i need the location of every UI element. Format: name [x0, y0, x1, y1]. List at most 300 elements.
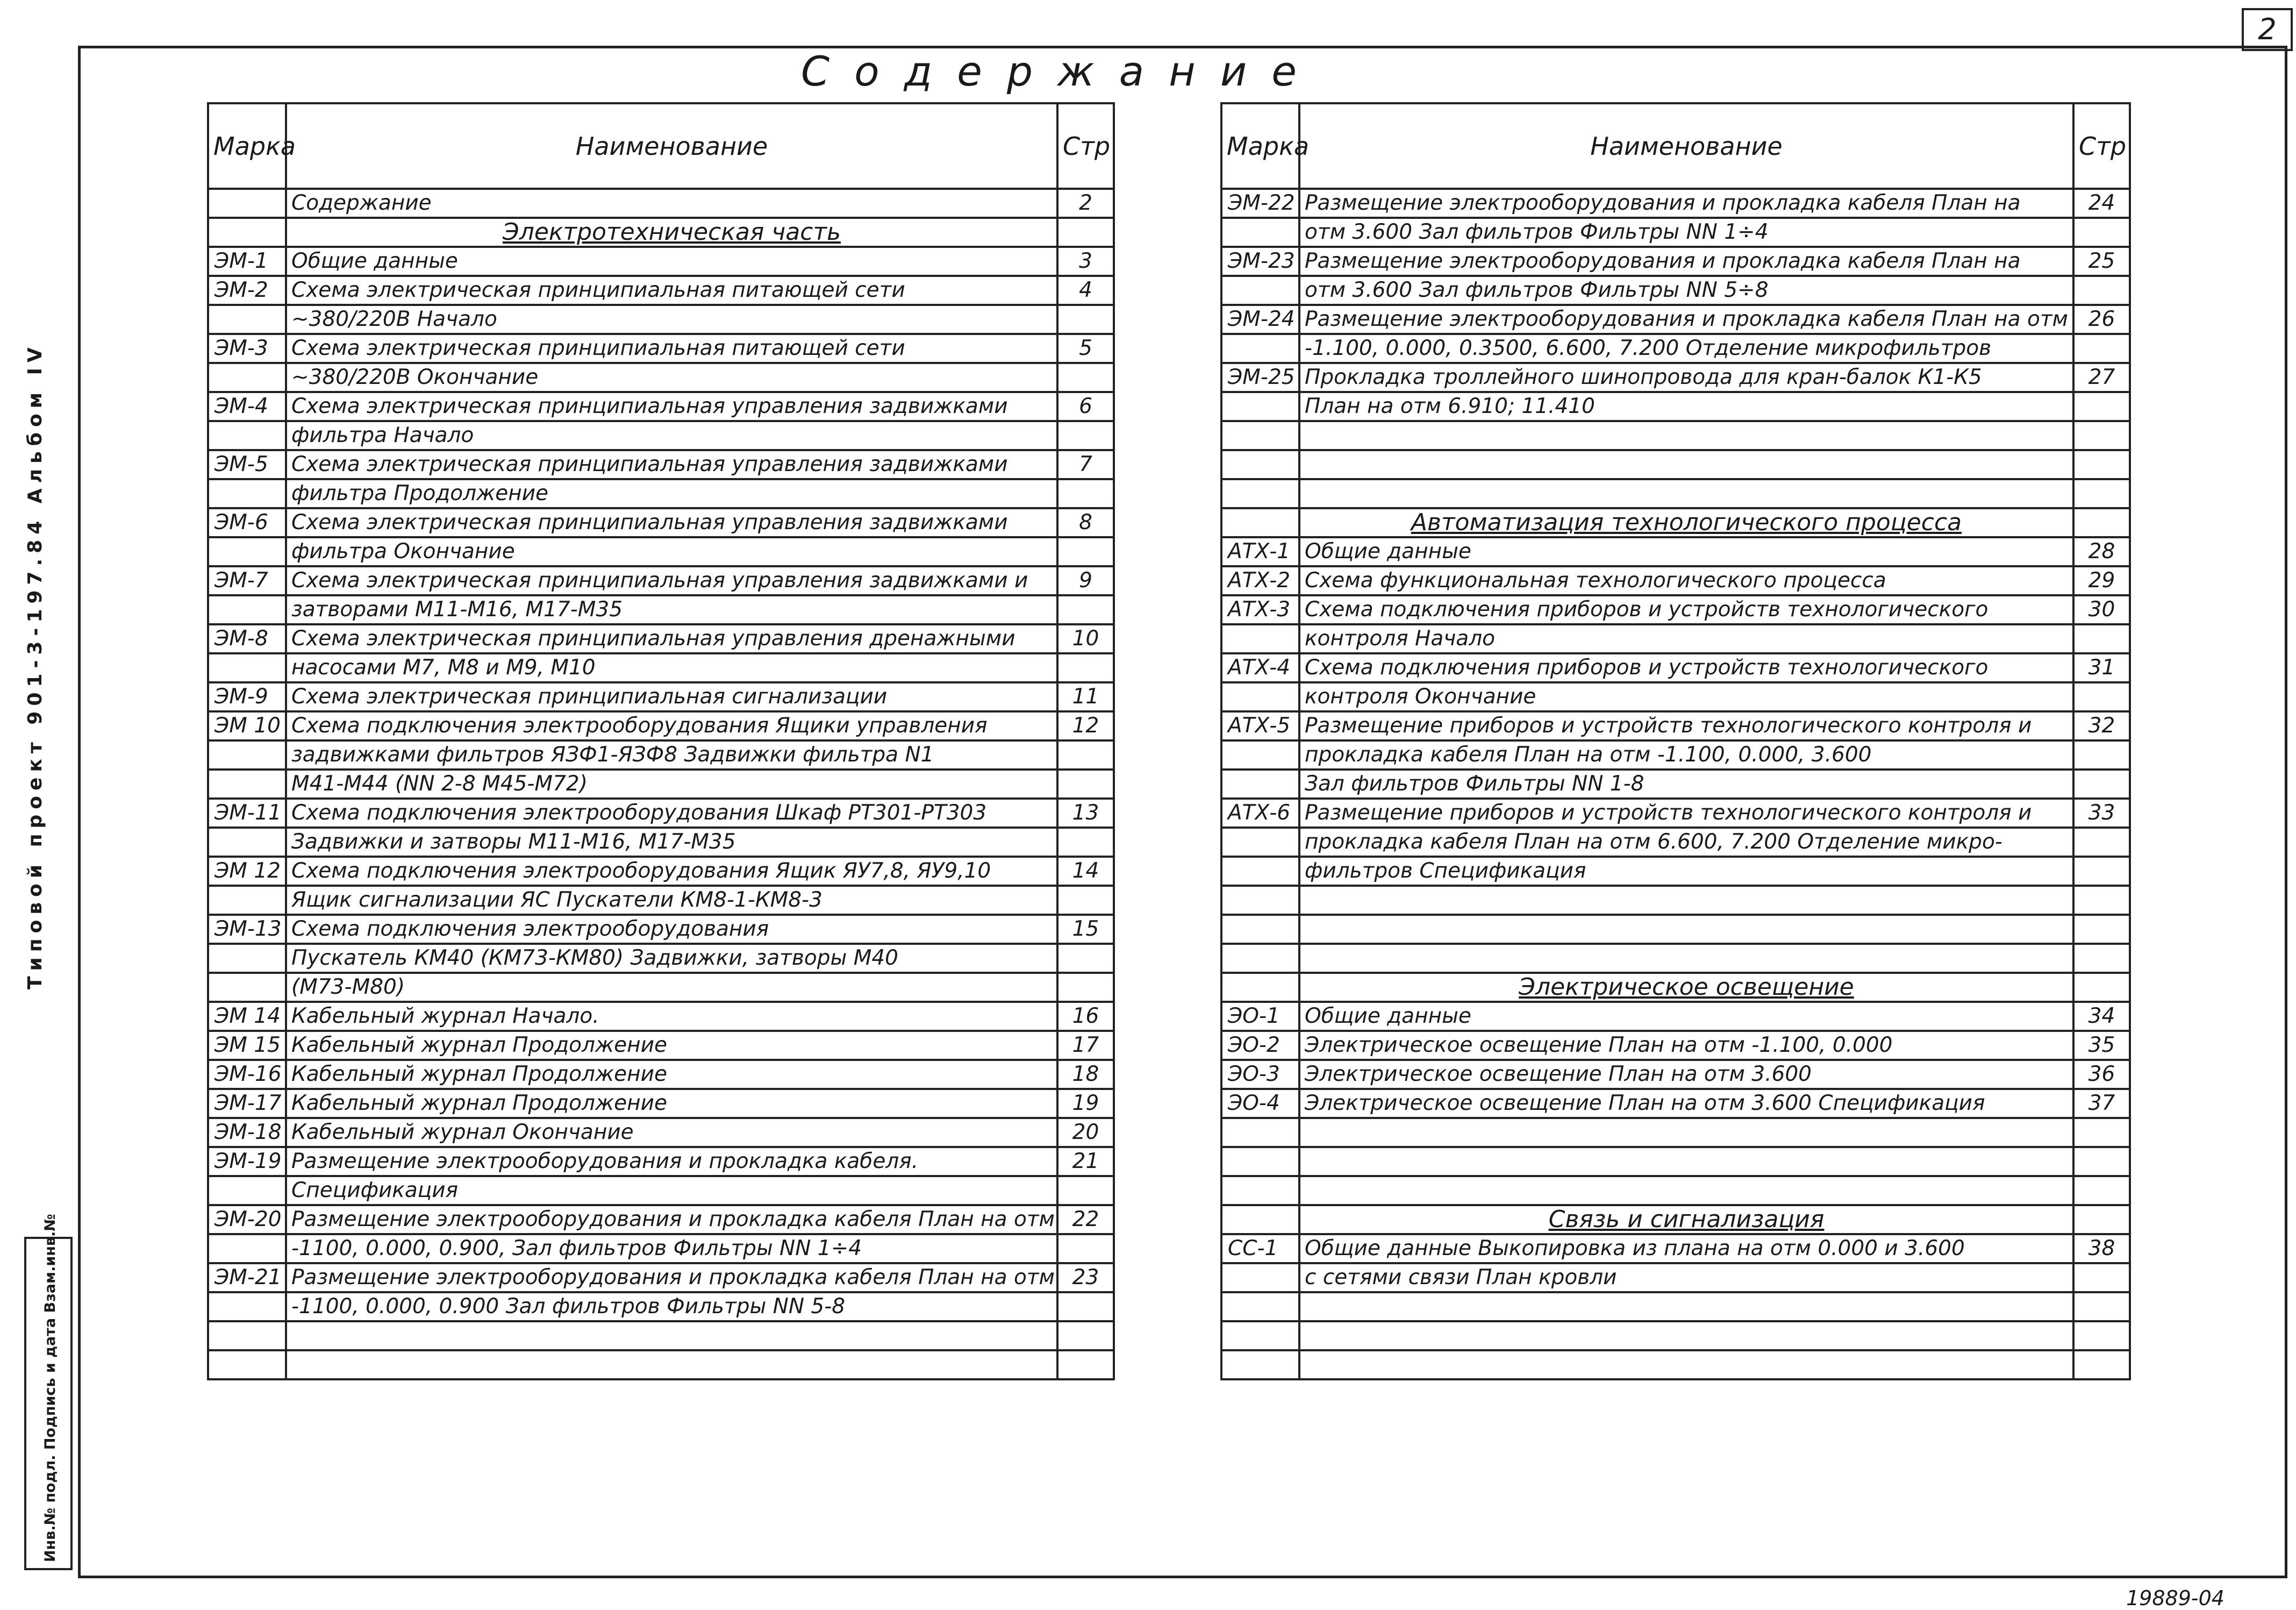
row-name	[1299, 450, 2073, 479]
row-name	[1299, 421, 2073, 450]
row-name: Общие данные	[1299, 537, 2073, 566]
row-page: 4	[1057, 276, 1114, 305]
row-mark: ЭМ-21	[208, 1263, 286, 1292]
table-row	[1221, 1176, 2130, 1205]
row-mark	[208, 770, 286, 799]
row-name: Схема электрическая принципиальная управления задвижками	[286, 450, 1057, 479]
row-page	[1057, 740, 1114, 770]
row-mark: ЭМ 14	[208, 1002, 286, 1031]
table-row	[1221, 653, 2130, 682]
row-page: 27	[2073, 363, 2130, 392]
row-page: 20	[1057, 1118, 1114, 1147]
table-row	[208, 886, 1114, 915]
row-mark: ЭМ-6	[208, 508, 286, 537]
table-row	[1221, 479, 2130, 508]
section-row	[208, 218, 1114, 247]
row-name	[1299, 886, 2073, 915]
table-row	[1221, 537, 2130, 566]
row-name	[1299, 1292, 2073, 1321]
row-name: Схема электрическая принципиальная управления задвижками и	[286, 566, 1057, 595]
row-page	[1057, 363, 1114, 392]
table-row	[208, 247, 1114, 276]
row-page: 5	[1057, 334, 1114, 363]
row-mark	[208, 595, 286, 624]
row-name: фильтров Спецификация	[1299, 857, 2073, 886]
row-mark	[208, 537, 286, 566]
row-name: Кабельный журнал Продолжение	[286, 1031, 1057, 1060]
row-mark: ЭО-3	[1221, 1060, 1299, 1089]
row-mark	[208, 828, 286, 857]
row-mark	[208, 189, 286, 218]
row-name: -1.100, 0.000, 0.3500, 6.600, 7.200 Отделение микрофильтров	[1299, 334, 2073, 363]
row-name: Кабельный журнал Начало.	[286, 1002, 1057, 1031]
row-mark	[208, 653, 286, 682]
row-name	[1299, 944, 2073, 973]
table-row	[1221, 189, 2130, 218]
row-name: фильтра Начало	[286, 421, 1057, 450]
row-page	[2073, 1147, 2130, 1176]
row-page: 22	[1057, 1205, 1114, 1234]
row-page	[2073, 857, 2130, 886]
row-page	[2073, 1205, 2130, 1234]
row-mark: ЭМ-2	[208, 276, 286, 305]
row-mark	[1221, 450, 1299, 479]
row-name	[1299, 1321, 2073, 1350]
row-page	[2073, 479, 2130, 508]
table-row	[208, 624, 1114, 653]
row-mark: ЭМ-3	[208, 334, 286, 363]
row-mark: АТХ-1	[1221, 537, 1299, 566]
row-name: Схема электрическая принципиальная питающей сети	[286, 334, 1057, 363]
section-row	[1221, 973, 2130, 1002]
table-row	[1221, 218, 2130, 247]
row-name: Общие данные	[1299, 1002, 2073, 1031]
row-name: насосами М7, М8 и М9, М10	[286, 653, 1057, 682]
table-row	[208, 799, 1114, 828]
row-page: 15	[1057, 915, 1114, 944]
section-title-text: Связь и сигнализация	[1548, 1206, 1825, 1233]
row-page	[1057, 421, 1114, 450]
row-page: 14	[1057, 857, 1114, 886]
row-page: 3	[1057, 247, 1114, 276]
row-page	[2073, 1176, 2130, 1205]
table-row	[1221, 1089, 2130, 1118]
row-page	[1057, 479, 1114, 508]
row-name: План на отм 6.910; 11.410	[1299, 392, 2073, 421]
row-page	[2073, 1118, 2130, 1147]
table-row	[1221, 711, 2130, 740]
row-page	[2073, 392, 2130, 421]
table-row	[208, 508, 1114, 537]
stamp-label: Инв.№ подл. Подпись и дата Взам.инв.№	[42, 1214, 59, 1562]
row-name: Общие данные	[286, 247, 1057, 276]
table-row	[1221, 740, 2130, 770]
table-row	[208, 770, 1114, 799]
row-mark	[1221, 915, 1299, 944]
table-row	[1221, 566, 2130, 595]
row-name: Схема электрическая принципиальная управления задвижками	[286, 392, 1057, 421]
row-mark	[1221, 1147, 1299, 1176]
table-row	[208, 828, 1114, 857]
table-row	[208, 276, 1114, 305]
table-header-row	[208, 103, 1114, 189]
row-page	[2073, 1292, 2130, 1321]
table-row	[208, 1089, 1114, 1118]
row-mark	[1221, 276, 1299, 305]
row-name: Общие данные Выкопировка из плана на отм 0.000 и 3.600	[1299, 1234, 2073, 1263]
row-mark: ЭО-1	[1221, 1002, 1299, 1031]
section-title	[286, 218, 1057, 247]
table-row	[1221, 305, 2130, 334]
table-row	[1221, 1002, 2130, 1031]
table-row	[1221, 1263, 2130, 1292]
row-page	[2073, 334, 2130, 363]
row-name: (М73-М80)	[286, 973, 1057, 1002]
table-row	[208, 305, 1114, 334]
row-page	[2073, 915, 2130, 944]
table-row	[1221, 1321, 2130, 1350]
row-mark	[1221, 392, 1299, 421]
table-row	[1221, 682, 2130, 711]
row-page	[2073, 276, 2130, 305]
table-row	[208, 1350, 1114, 1379]
row-mark	[1221, 508, 1299, 537]
row-page	[1057, 770, 1114, 799]
row-page: 17	[1057, 1031, 1114, 1060]
row-name: Пускатель КМ40 (КМ73-КМ80) Задвижки, затворы М40	[286, 944, 1057, 973]
row-mark: АТХ-4	[1221, 653, 1299, 682]
row-page	[2073, 828, 2130, 857]
row-mark: ЭО-2	[1221, 1031, 1299, 1060]
row-name: с сетями связи План кровли	[1299, 1263, 2073, 1292]
table-row	[208, 857, 1114, 886]
row-mark	[208, 305, 286, 334]
row-page	[1057, 305, 1114, 334]
row-mark: АТХ-3	[1221, 595, 1299, 624]
row-name	[1299, 1350, 2073, 1379]
table-row	[208, 1031, 1114, 1060]
table-row	[208, 1292, 1114, 1321]
row-page: 32	[2073, 711, 2130, 740]
table-row	[208, 1176, 1114, 1205]
table-row	[1221, 624, 2130, 653]
row-name: Размещение электрооборудования и прокладка кабеля План на	[1299, 247, 2073, 276]
row-name: Размещение электрооборудования и прокладка кабеля План на	[1299, 189, 2073, 218]
row-page	[2073, 421, 2130, 450]
row-mark: ЭМ-8	[208, 624, 286, 653]
row-name: Электрическое освещение План на отм 3.600	[1299, 1060, 2073, 1089]
row-page: 25	[2073, 247, 2130, 276]
row-mark	[208, 1292, 286, 1321]
row-mark	[1221, 828, 1299, 857]
section-title-text: Электрическое освещение	[1519, 973, 1854, 1001]
table-row	[1221, 1031, 2130, 1060]
row-page	[2073, 218, 2130, 247]
row-name: прокладка кабеля План на отм 6.600, 7.200 Отделение микро-	[1299, 828, 2073, 857]
row-name	[286, 1321, 1057, 1350]
row-page	[2073, 624, 2130, 653]
row-name: Схема подключения приборов и устройств технологического	[1299, 653, 2073, 682]
row-mark: ЭМ-7	[208, 566, 286, 595]
row-page: 35	[2073, 1031, 2130, 1060]
row-mark	[208, 479, 286, 508]
row-page	[1057, 886, 1114, 915]
row-name: Кабельный журнал Окончание	[286, 1118, 1057, 1147]
row-page	[1057, 218, 1114, 247]
row-page: 36	[2073, 1060, 2130, 1089]
row-mark: ЭМ 15	[208, 1031, 286, 1060]
row-page	[2073, 973, 2130, 1002]
row-mark	[1221, 624, 1299, 653]
section-title	[1299, 973, 2073, 1002]
row-name: Схема электрическая принципиальная управления задвижками	[286, 508, 1057, 537]
row-mark	[1221, 1321, 1299, 1350]
row-mark	[1221, 1176, 1299, 1205]
row-mark: ЭМ-13	[208, 915, 286, 944]
row-name	[1299, 915, 2073, 944]
row-mark	[1221, 1292, 1299, 1321]
table-row	[1221, 886, 2130, 915]
row-page: 19	[1057, 1089, 1114, 1118]
row-mark: ЭМ-22	[1221, 189, 1299, 218]
row-mark	[208, 886, 286, 915]
row-mark	[1221, 857, 1299, 886]
row-page: 7	[1057, 450, 1114, 479]
contents-table-right	[1220, 102, 2131, 1380]
row-page: 31	[2073, 653, 2130, 682]
row-name: Кабельный журнал Продолжение	[286, 1060, 1057, 1089]
table-row	[1221, 915, 2130, 944]
table-row	[1221, 828, 2130, 857]
table-row	[208, 537, 1114, 566]
section-row	[1221, 508, 2130, 537]
row-name	[1299, 1118, 2073, 1147]
row-mark	[1221, 740, 1299, 770]
row-page	[1057, 828, 1114, 857]
table-row	[1221, 363, 2130, 392]
table-row	[1221, 450, 2130, 479]
row-mark	[1221, 682, 1299, 711]
row-mark	[1221, 886, 1299, 915]
table-row	[208, 740, 1114, 770]
row-name: Размещение приборов и устройств технологического контроля и	[1299, 711, 2073, 740]
row-mark: ЭМ-16	[208, 1060, 286, 1089]
row-mark: АТХ-5	[1221, 711, 1299, 740]
header-mark: Марка	[208, 103, 286, 189]
table-row	[1221, 247, 2130, 276]
header-page: Стр	[2073, 103, 2130, 189]
row-mark: ЭО-4	[1221, 1089, 1299, 1118]
row-name	[1299, 1147, 2073, 1176]
row-mark	[1221, 1118, 1299, 1147]
row-mark	[208, 740, 286, 770]
row-mark: ЭМ-23	[1221, 247, 1299, 276]
row-name	[1299, 479, 2073, 508]
row-mark	[208, 944, 286, 973]
row-name: -1100, 0.000, 0.900 Зал фильтров Фильтры NN 5-8	[286, 1292, 1057, 1321]
section-row	[1221, 1205, 2130, 1234]
row-name: Ящик сигнализации ЯС Пускатели КМ8-1-КМ8-3	[286, 886, 1057, 915]
row-name: Размещение электрооборудования и прокладка кабеля План на отм	[286, 1205, 1057, 1234]
table-row	[1221, 1060, 2130, 1089]
table-row	[208, 711, 1114, 740]
row-name: Схема электрическая принципиальная управления дренажными	[286, 624, 1057, 653]
row-mark	[208, 1321, 286, 1350]
row-page: 37	[2073, 1089, 2130, 1118]
row-mark: ЭМ-20	[208, 1205, 286, 1234]
section-title	[1299, 508, 2073, 537]
table-row	[208, 363, 1114, 392]
table-row	[208, 566, 1114, 595]
row-page: 16	[1057, 1002, 1114, 1031]
row-page	[2073, 740, 2130, 770]
row-page: 6	[1057, 392, 1114, 421]
row-name: фильтра Продолжение	[286, 479, 1057, 508]
row-mark	[1221, 1263, 1299, 1292]
header-name: Наименование	[1299, 103, 2073, 189]
header-name: Наименование	[286, 103, 1057, 189]
table-row	[208, 450, 1114, 479]
row-page	[1057, 944, 1114, 973]
row-page: 10	[1057, 624, 1114, 653]
table-row	[208, 1205, 1114, 1234]
table-row	[208, 421, 1114, 450]
row-name: Схема электрическая принципиальная питающей сети	[286, 276, 1057, 305]
row-mark	[208, 973, 286, 1002]
table-row	[1221, 1147, 2130, 1176]
row-page: 8	[1057, 508, 1114, 537]
table-row	[208, 1002, 1114, 1031]
row-page	[1057, 1321, 1114, 1350]
row-page: 33	[2073, 799, 2130, 828]
row-name: Размещение приборов и устройств технологического контроля и	[1299, 799, 2073, 828]
row-page: 2	[1057, 189, 1114, 218]
row-mark	[1221, 1205, 1299, 1234]
row-page	[1057, 595, 1114, 624]
row-name: Схема функциональная технологического процесса	[1299, 566, 2073, 595]
row-name: контроля Начало	[1299, 624, 2073, 653]
row-name: Зал фильтров Фильтры NN 1-8	[1299, 770, 2073, 799]
row-page: 24	[2073, 189, 2130, 218]
row-mark	[1221, 479, 1299, 508]
row-mark: ЭМ-11	[208, 799, 286, 828]
table-row	[1221, 334, 2130, 363]
row-name: отм 3.600 Зал фильтров Фильтры NN 5÷8	[1299, 276, 2073, 305]
table-row	[1221, 944, 2130, 973]
row-name: Схема подключения электрооборудования	[286, 915, 1057, 944]
row-name: М41-М44 (NN 2-8 М45-М72)	[286, 770, 1057, 799]
row-name	[286, 1350, 1057, 1379]
row-name: Схема подключения электрооборудования Ящик ЯУ7,8, ЯУ9,10	[286, 857, 1057, 886]
row-mark	[208, 363, 286, 392]
row-page: 28	[2073, 537, 2130, 566]
row-name: Содержание	[286, 189, 1057, 218]
row-name: ~380/220В Начало	[286, 305, 1057, 334]
header-page: Стр	[1057, 103, 1114, 189]
row-mark	[1221, 770, 1299, 799]
row-mark: ЭМ-9	[208, 682, 286, 711]
row-page	[2073, 1350, 2130, 1379]
row-page: 38	[2073, 1234, 2130, 1263]
row-mark: СС-1	[1221, 1234, 1299, 1263]
table-row	[208, 1321, 1114, 1350]
table-row	[1221, 1292, 2130, 1321]
table-row	[208, 595, 1114, 624]
row-page: 26	[2073, 305, 2130, 334]
table-row	[1221, 1118, 2130, 1147]
row-page: 18	[1057, 1060, 1114, 1089]
row-page: 9	[1057, 566, 1114, 595]
table-row	[208, 1147, 1114, 1176]
row-page	[2073, 682, 2130, 711]
row-mark	[208, 218, 286, 247]
row-page	[2073, 508, 2130, 537]
table-row	[208, 334, 1114, 363]
row-page	[2073, 450, 2130, 479]
row-mark	[1221, 944, 1299, 973]
row-mark: ЭМ-19	[208, 1147, 286, 1176]
row-mark: ЭМ-17	[208, 1089, 286, 1118]
sheet-number: 2	[2242, 8, 2293, 51]
row-page: 21	[1057, 1147, 1114, 1176]
table-row	[1221, 421, 2130, 450]
row-page	[1057, 537, 1114, 566]
table-row	[208, 944, 1114, 973]
row-mark: ЭМ-1	[208, 247, 286, 276]
table-row	[1221, 799, 2130, 828]
row-mark	[1221, 421, 1299, 450]
row-name: Схема подключения электрооборудования Шкаф РТ301-РТ303	[286, 799, 1057, 828]
row-name: Кабельный журнал Продолжение	[286, 1089, 1057, 1118]
table-row	[208, 189, 1114, 218]
table-row	[208, 1263, 1114, 1292]
row-page: 29	[2073, 566, 2130, 595]
row-mark: ЭМ-24	[1221, 305, 1299, 334]
table-row	[208, 682, 1114, 711]
row-name: задвижками фильтров ЯЗФ1-ЯЗФ8 Задвижки фильтра N1	[286, 740, 1057, 770]
row-mark	[208, 1176, 286, 1205]
document-number: 19889-04	[2126, 1586, 2225, 1610]
row-name: Спецификация	[286, 1176, 1057, 1205]
header-mark: Марка	[1221, 103, 1299, 189]
row-mark	[208, 1234, 286, 1263]
table-row	[208, 1234, 1114, 1263]
row-name: контроля Окончание	[1299, 682, 2073, 711]
row-name	[1299, 1176, 2073, 1205]
row-mark	[1221, 334, 1299, 363]
table-row	[208, 1118, 1114, 1147]
table-row	[1221, 770, 2130, 799]
row-mark	[1221, 218, 1299, 247]
row-page	[1057, 1176, 1114, 1205]
row-page	[2073, 770, 2130, 799]
row-mark	[208, 1350, 286, 1379]
row-name: ~380/220В Окончание	[286, 363, 1057, 392]
table-row	[208, 973, 1114, 1002]
row-mark: ЭМ-25	[1221, 363, 1299, 392]
row-mark: ЭМ-18	[208, 1118, 286, 1147]
row-page	[1057, 1234, 1114, 1263]
row-name: Схема подключения приборов и устройств технологического	[1299, 595, 2073, 624]
row-mark: АТХ-2	[1221, 566, 1299, 595]
row-page: 23	[1057, 1263, 1114, 1292]
row-name: отм 3.600 Зал фильтров Фильтры NN 1÷4	[1299, 218, 2073, 247]
row-page	[1057, 1350, 1114, 1379]
row-name: затворами М11-М16, М17-М35	[286, 595, 1057, 624]
row-name: Задвижки и затворы М11-М16, М17-М35	[286, 828, 1057, 857]
contents-table-left	[207, 102, 1115, 1380]
row-mark	[208, 421, 286, 450]
